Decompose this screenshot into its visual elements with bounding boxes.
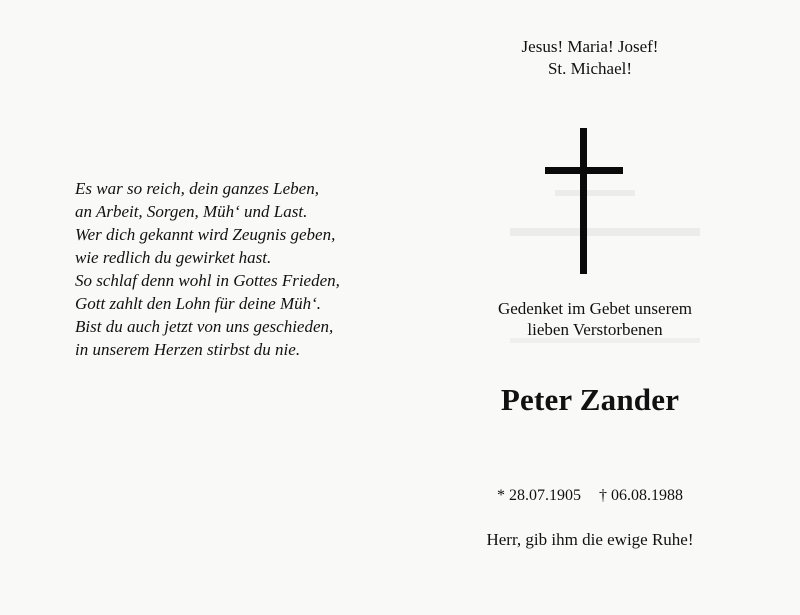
poem-line: Es war so reich, dein ganzes Leben, xyxy=(75,179,319,198)
invocation xyxy=(440,36,740,80)
poem-line: Gott zahlt den Lohn für deine Müh‘. xyxy=(75,294,322,313)
poem-line: wie redlich du gewirket hast. xyxy=(75,248,272,267)
memorial-line: Gedenket im Gebet unserem xyxy=(497,299,692,318)
poem-line: Wer dich gekannt wird Zeugnis geben, xyxy=(75,225,336,244)
life-dates xyxy=(440,487,740,505)
poem xyxy=(75,177,405,361)
poem-line: So schlaf denn wohl in Gottes Frieden, xyxy=(75,271,340,290)
invocation-line: St. Michael! xyxy=(547,59,633,78)
closing-prayer: Herr, gib ihm die ewige Ruhe! xyxy=(486,530,694,549)
memorial-line: lieben Verstorbenen xyxy=(527,320,663,339)
deceased-name: Peter Zander xyxy=(500,382,680,417)
death-date: † 06.08.1988 xyxy=(599,487,683,504)
poem-line: an Arbeit, Sorgen, Müh‘ und Last. xyxy=(75,202,308,221)
invocation-line: Jesus! Maria! Josef! xyxy=(521,37,659,56)
poem-line: Bist du auch jetzt von uns geschieden, xyxy=(75,317,334,336)
birth-date: * 28.07.1905 xyxy=(497,487,581,504)
memorial-text xyxy=(450,298,740,340)
reverse-side-shadow xyxy=(510,338,700,353)
poem-line: in unserem Herzen stirbst du nie. xyxy=(75,340,301,359)
cross-vertical-bar xyxy=(580,128,587,274)
latin-cross-icon xyxy=(545,128,623,274)
cross-horizontal-bar xyxy=(545,167,623,174)
